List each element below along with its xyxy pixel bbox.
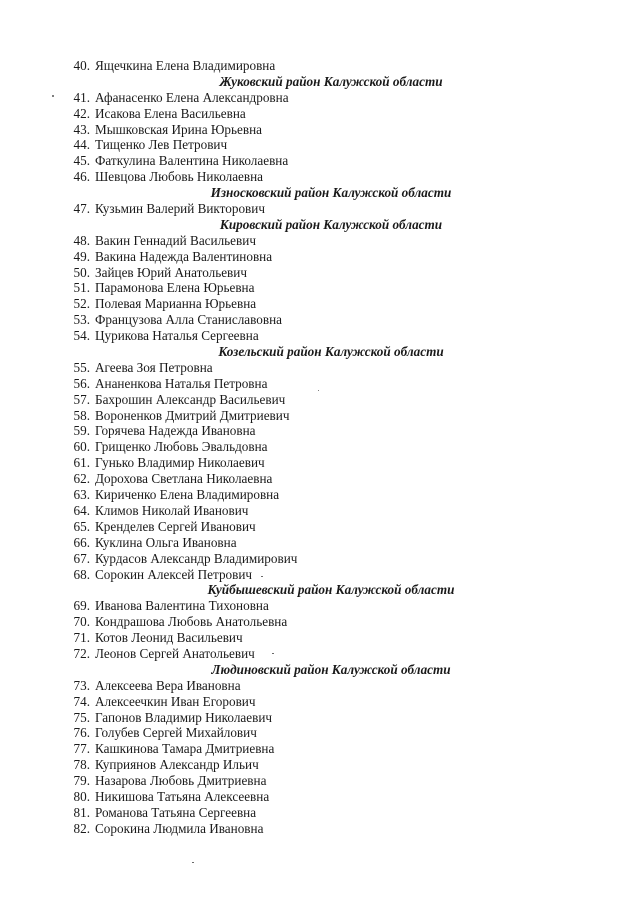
item-number: 52. [73,296,90,312]
scan-speck [52,95,54,97]
list-item [64,614,584,630]
item-number: 64. [73,502,90,518]
name-list [64,58,584,837]
list-item [64,678,584,694]
person-name: Грищенко Любовь Эвальдовна [95,439,268,455]
person-name: Никишова Татьяна Алексеевна [95,788,270,804]
list-item [64,280,584,296]
person-name: Шевцова Любовь Николаевна [95,169,264,185]
district-heading: Людиновский район Калужской области [211,661,451,677]
item-number: 55. [73,359,90,375]
person-name: Котов Леонид Васильевич [95,630,243,646]
item-number: 81. [73,804,90,820]
person-name: Куклина Ольга Ивановна [95,534,237,550]
item-number: 49. [73,248,90,264]
person-name: Дорохова Светлана Николаевна [95,471,273,487]
person-name: Голубев Сергей Михайлович [95,725,257,741]
person-name: Сорокина Людмила Ивановна [95,820,264,836]
item-number: 82. [73,820,90,836]
person-name: Ящечкина Елена Владимировна [95,58,276,73]
person-name: Курдасов Александр Владимирович [95,550,298,566]
person-name: Кириченко Елена Владимировна [95,487,280,503]
person-name: Вакина Надежда Валентиновна [95,248,273,264]
list-item [64,169,584,185]
list-item [64,519,584,535]
list-item [64,312,584,328]
item-number: 71. [73,630,90,646]
list-item [64,328,584,344]
item-number: 40. [73,58,90,73]
list-item [64,90,584,106]
person-name: Романова Татьяна Сергеевна [95,804,257,820]
person-name: Кузьмин Валерий Викторович [95,201,265,217]
list-item [64,789,584,805]
item-number: 58. [73,407,90,423]
scan-speck [192,862,194,863]
list-item [64,694,584,710]
person-name: Афанасенко Елена Александровна [95,89,289,105]
person-name: Бахрошин Александр Васильевич [95,391,286,407]
item-number: 42. [73,105,90,121]
item-number: 78. [73,757,90,773]
item-number: 66. [73,534,90,550]
person-name: Тищенко Лев Петрович [95,137,228,153]
item-number: 41. [73,89,90,105]
list-item [64,408,584,424]
person-name: Сорокин Алексей Петрович [95,566,253,582]
list-item [64,265,584,281]
item-number: 63. [73,487,90,503]
person-name: Агеева Зоя Петровна [95,359,213,375]
item-number: 61. [73,455,90,471]
list-item [64,487,584,503]
item-number: 50. [73,264,90,280]
item-number: 70. [73,614,90,630]
person-name: Климов Николай Иванович [95,502,249,518]
person-name: Исакова Елена Васильевна [95,105,246,121]
item-number: 73. [73,677,90,693]
item-number: 48. [73,232,90,248]
item-number: 44. [73,137,90,153]
list-item [64,296,584,312]
scan-speck [272,653,274,654]
item-number: 76. [73,725,90,741]
person-name: Кренделев Сергей Иванович [95,518,256,534]
item-number: 54. [73,328,90,344]
list-item [64,392,584,408]
item-number: 65. [73,518,90,534]
item-number: 68. [73,566,90,582]
person-name: Вакин Геннадий Васильевич [95,232,256,248]
list-item [64,360,584,376]
list-item [64,106,584,122]
list-item [64,757,584,773]
list-item [64,376,584,392]
person-name: Вороненков Дмитрий Дмитриевич [95,407,290,423]
person-name: Зайцев Юрий Анатольевич [95,264,247,280]
item-number: 51. [73,280,90,296]
item-number: 46. [73,169,90,185]
person-name: Гапонов Владимир Николаевич [95,709,273,725]
item-number: 53. [73,312,90,328]
person-name: Ананенкова Наталья Петровна [95,375,268,391]
list-item [64,201,584,217]
item-number: 47. [73,201,90,217]
person-name: Кондрашова Любовь Анатольевна [95,614,288,630]
item-number: 77. [73,741,90,757]
item-number: 75. [73,709,90,725]
item-number: 62. [73,471,90,487]
item-number: 72. [73,645,90,661]
item-number: 56. [73,375,90,391]
scan-speck [261,576,263,577]
list-item [64,455,584,471]
scan-speck [318,390,319,391]
item-number: 57. [73,391,90,407]
item-number: 79. [73,773,90,789]
person-name: Куприянов Александр Ильич [95,757,259,773]
item-number: 60. [73,439,90,455]
list-item [64,773,584,789]
person-name: Леонов Сергей Анатольевич [95,645,255,661]
district-heading: Жуковский район Калужской области [219,73,443,89]
list-item [64,471,584,487]
list-item [64,551,584,567]
list-item [64,439,584,455]
person-name: Алексеева Вера Ивановна [95,677,241,693]
person-name: Гунько Владимир Николаевич [95,455,265,471]
list-item [64,821,584,837]
list-item [64,233,584,249]
person-name: Иванова Валентина Тихоновна [95,598,269,614]
district-heading: Износковский район Калужской области [210,185,452,201]
list-item [64,249,584,265]
list-item [64,137,584,153]
list-item [64,423,584,439]
item-number: 45. [73,153,90,169]
list-item [64,710,584,726]
list-item [64,535,584,551]
person-name: Цурикова Наталья Сергеевна [95,328,259,344]
district-heading: Кировский район Калужской области [219,216,443,232]
item-number: 69. [73,598,90,614]
list-item [64,58,584,74]
list-item [64,567,584,583]
item-number: 43. [73,121,90,137]
list-item [64,153,584,169]
district-heading: Куйбышевский район Калужской области [207,582,455,598]
person-name: Кашкинова Тамара Дмитриевна [95,741,275,757]
list-item [64,805,584,821]
person-name: Мышковская Ирина Юрьевна [95,121,263,137]
person-name: Назарова Любовь Дмитриевна [95,773,267,789]
list-item [64,598,584,614]
item-number: 80. [73,788,90,804]
person-name: Алексеечкин Иван Егорович [95,693,256,709]
person-name: Фаткулина Валентина Николаевна [95,153,289,169]
list-item [64,503,584,519]
person-name: Полевая Марианна Юрьевна [95,296,257,312]
item-number: 59. [73,423,90,439]
item-number: 74. [73,693,90,709]
district-heading: Козельский район Калужской области [218,344,444,360]
list-item [64,741,584,757]
person-name: Французова Алла Станиславовна [95,312,283,328]
list-item [64,630,584,646]
list-item [64,646,584,662]
item-number: 67. [73,550,90,566]
list-item [64,122,584,138]
person-name: Парамонова Елена Юрьевна [95,280,255,296]
list-item [64,725,584,741]
person-name: Горячева Надежда Ивановна [95,423,256,439]
